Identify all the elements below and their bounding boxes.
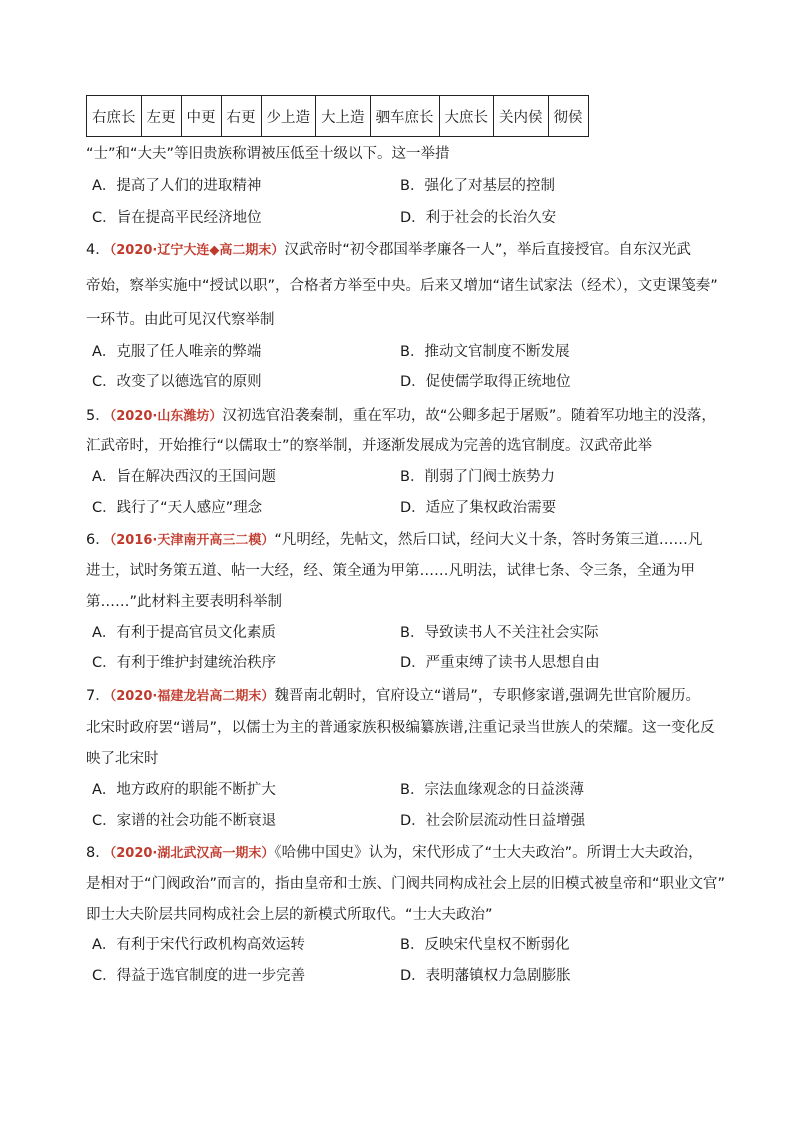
q7-stem-3: 映了北宋时 bbox=[86, 751, 159, 767]
q7-source: （2020·福建龙岩高二期末） bbox=[109, 689, 275, 704]
rank-cell: 驷车庶长 bbox=[370, 96, 439, 137]
rank-cell: 右更 bbox=[221, 96, 261, 137]
q4-option-b: B．推动文官制度不断发展 bbox=[400, 344, 570, 360]
q4-line-1 bbox=[86, 240, 691, 261]
q8-source: （2020·湖北武汉高一期末） bbox=[109, 846, 275, 861]
q4-stem-1: 汉武帝时“初令郡国举孝廉各一人”，举后直接授官。自东汉光武 bbox=[284, 242, 691, 258]
q7-stem-2: 北宋时政府罢“谱局”，以儒士为主的普通家族积极编纂族谱,注重记录当世族人的荣耀。这一变化反 bbox=[86, 720, 715, 736]
q4-number: 4． bbox=[86, 242, 110, 258]
q4-stem-2: 帝始，察举实施中“授试以职”，合格者方举至中央。后来又增加“诸生试家法（经术），文吏课笺奏” bbox=[86, 278, 718, 294]
q8-option-c: C．得益于选官制度的进一步完善 bbox=[92, 968, 306, 984]
q8-stem-1: 《哈佛中国史》认为，宋代形成了“士大夫政治”。所谓士大夫政治， bbox=[274, 845, 703, 861]
q7-line-1 bbox=[86, 686, 700, 707]
rank-cell: 大上造 bbox=[316, 96, 371, 137]
q6-number: 6． bbox=[86, 532, 110, 548]
q8-line-1 bbox=[86, 843, 703, 864]
q3-option-c: C．旨在提高平民经济地位 bbox=[92, 210, 262, 226]
q7-option-d: D．社会阶层流动性日益增强 bbox=[400, 813, 586, 829]
q8-stem-3: 即士大夫阶层共同构成社会上层的新模式所取代。“士大夫政治” bbox=[86, 907, 493, 923]
q5-option-c: C．践行了“天人感应”理念 bbox=[92, 500, 263, 516]
q7-option-a: A．地方政府的职能不断扩大 bbox=[92, 782, 276, 798]
q5-option-d: D．适应了集权政治需要 bbox=[400, 500, 557, 516]
q5-option-a: A．旨在解决西汉的王国问题 bbox=[92, 469, 276, 485]
q4-option-d: D．促使儒学取得正统地位 bbox=[400, 374, 571, 390]
q4-stem-3: 一环节。由此可见汉代察举制 bbox=[86, 312, 275, 328]
q6-line-1 bbox=[86, 530, 702, 551]
q7-option-b: B．宗法血缘观念的日益淡薄 bbox=[400, 782, 584, 798]
q5-stem-2: 汇武帝时，开始推行“以儒取士”的察举制，并逐渐发展成为完善的选官制度。汉武帝此举 bbox=[86, 438, 653, 454]
q5-stem-1: 汉初选官沿袭秦制，重在军功，故“公卿多起于屠贩”。随着军功地主的没落， bbox=[222, 408, 716, 424]
q8-number: 8． bbox=[86, 845, 110, 861]
q5-number: 5． bbox=[86, 408, 110, 424]
rank-table-row bbox=[87, 96, 589, 137]
rank-cell: 右庶长 bbox=[87, 96, 142, 137]
rank-cell: 关内侯 bbox=[494, 96, 549, 137]
q3-option-a: A．提高了人们的进取精神 bbox=[92, 178, 262, 194]
q8-option-d: D．表明藩镇权力急剧膨胀 bbox=[400, 968, 571, 984]
rank-table bbox=[86, 95, 589, 137]
rank-cell: 左更 bbox=[141, 96, 181, 137]
q6-option-c: C．有利于维护封建统治秩序 bbox=[92, 655, 277, 671]
q3-option-b: B．强化了对基层的控制 bbox=[400, 178, 555, 194]
rank-cell: 彻侯 bbox=[548, 96, 588, 137]
q7-option-c: C．家谱的社会功能不断衰退 bbox=[92, 813, 277, 829]
q5-option-b: B．削弱了门阀士族势力 bbox=[400, 469, 555, 485]
q6-source: （2016·天津南开高三二模） bbox=[109, 533, 275, 548]
q6-stem-1: “凡明经，先帖文，然后口试，经问大义十条，答时务策三道……凡 bbox=[274, 532, 703, 548]
q6-stem-2: 进士，试时务策五道、帖一大经，经、策全通为甲第……凡明法，试律七条、令三条，全通为甲 bbox=[86, 563, 695, 579]
q6-option-a: A．有利于提高官员文化素质 bbox=[92, 625, 276, 641]
q8-option-b: B．反映宋代皇权不断弱化 bbox=[400, 937, 570, 953]
q8-stem-2: 是相对于“门阀政治”而言的，指由皇帝和士族、门阀共同构成社会上层的旧模式被皇帝和“职业文官” bbox=[86, 876, 726, 892]
q8-option-a: A．有利于宋代行政机构高效运转 bbox=[92, 937, 305, 953]
q3-option-d: D．利于社会的长治久安 bbox=[400, 210, 557, 226]
q7-stem-1: 魏晋南北朝时，官府设立“谱局”，专职修家谱,强调先世官阶履历。 bbox=[274, 688, 700, 704]
q5-source: （2020·山东潍坊） bbox=[109, 409, 223, 424]
q4-option-a: A．克服了任人唯亲的弊端 bbox=[92, 344, 262, 360]
q6-stem-3: 第……”此材料主要表明科举制 bbox=[86, 594, 283, 610]
q6-option-b: B．导致读书人不关注社会实际 bbox=[400, 625, 599, 641]
rank-cell: 少上造 bbox=[261, 96, 316, 137]
q4-source: （2020·辽宁大连◆高二期末） bbox=[109, 243, 285, 258]
rank-cell: 大庶长 bbox=[439, 96, 494, 137]
q3-stem: “士”和“大夫”等旧贵族称谓被压低至十级以下。这一举措 bbox=[86, 146, 450, 162]
q6-option-d: D．严重束缚了读书人思想自由 bbox=[400, 655, 600, 671]
q7-number: 7． bbox=[86, 688, 110, 704]
rank-cell: 中更 bbox=[181, 96, 221, 137]
q4-option-c: C．改变了以德选官的原则 bbox=[92, 374, 262, 390]
q5-line-1 bbox=[86, 406, 716, 427]
